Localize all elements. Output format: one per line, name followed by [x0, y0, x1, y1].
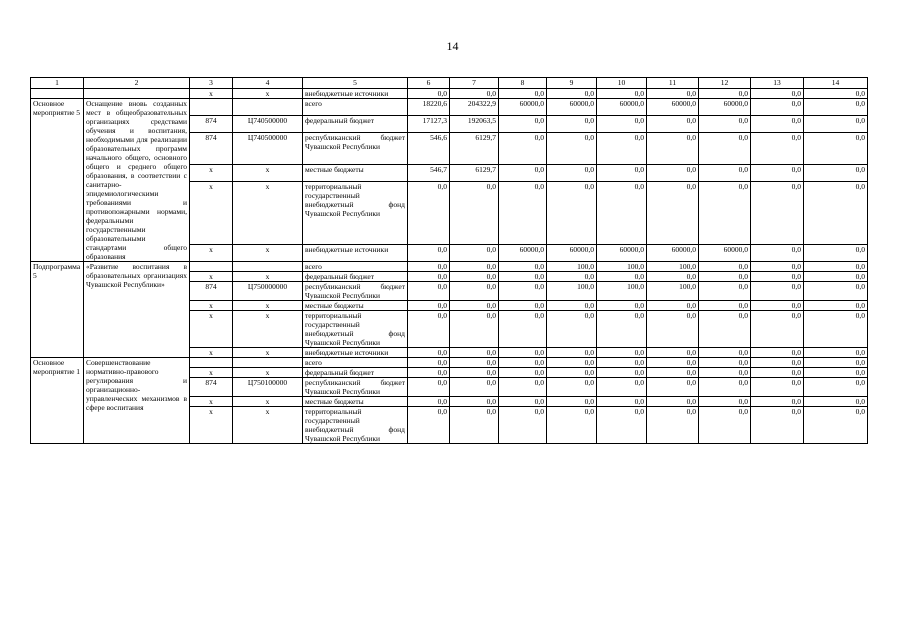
amount-cell: 0,0 — [751, 407, 804, 444]
amount-cell: 0,0 — [647, 165, 699, 182]
amount-cell: 0,0 — [751, 378, 804, 397]
funding-source-cell: территориальный государственный внебюджетный фонд Чувашской Республики — [303, 407, 408, 444]
amount-cell: 0,0 — [597, 311, 647, 348]
amount-cell: 0,0 — [499, 262, 547, 272]
amount-cell: 100,0 — [647, 262, 699, 272]
amount-cell: 0,0 — [751, 282, 804, 301]
target-code-cell — [233, 358, 303, 368]
amount-cell: 0,0 — [408, 272, 450, 282]
amount-cell: 0,0 — [751, 368, 804, 378]
funding-source-cell: всего — [303, 358, 408, 368]
amount-cell: 0,0 — [751, 397, 804, 407]
amount-cell: 60000,0 — [547, 99, 597, 116]
amount-cell: 0,0 — [408, 244, 450, 261]
amount-cell: 0,0 — [450, 282, 499, 301]
amount-cell: 0,0 — [699, 301, 751, 311]
amount-cell: 0,0 — [804, 301, 868, 311]
amount-cell: 17127,3 — [408, 115, 450, 132]
amount-cell: 0,0 — [804, 182, 868, 245]
funding-source-cell: республиканский бюджет Чувашской Республики — [303, 132, 408, 164]
column-header: 7 — [450, 78, 499, 89]
amount-cell: 0,0 — [804, 244, 868, 261]
amount-cell: 0,0 — [647, 311, 699, 348]
amount-cell: 0,0 — [450, 182, 499, 245]
column-header: 8 — [499, 78, 547, 89]
amount-cell: 60000,0 — [699, 244, 751, 261]
amount-cell: 60000,0 — [699, 99, 751, 116]
amount-cell: 0,0 — [547, 407, 597, 444]
administrator-code-cell — [190, 99, 233, 116]
amount-cell: 0,0 — [647, 378, 699, 397]
amount-cell: 0,0 — [499, 378, 547, 397]
amount-cell: 0,0 — [751, 272, 804, 282]
amount-cell: 0,0 — [647, 368, 699, 378]
amount-cell: 0,0 — [804, 358, 868, 368]
amount-cell: 0,0 — [597, 115, 647, 132]
amount-cell: 0,0 — [408, 368, 450, 378]
target-code-cell: x — [233, 272, 303, 282]
amount-cell: 0,0 — [597, 368, 647, 378]
amount-cell: 0,0 — [408, 282, 450, 301]
amount-cell: 0,0 — [499, 358, 547, 368]
amount-cell: 0,0 — [751, 311, 804, 348]
amount-cell: 0,0 — [804, 165, 868, 182]
amount-cell: 6129,7 — [450, 165, 499, 182]
amount-cell: 0,0 — [499, 301, 547, 311]
column-header: 12 — [699, 78, 751, 89]
amount-cell: 0,0 — [699, 132, 751, 164]
amount-cell: 0,0 — [597, 397, 647, 407]
funding-source-cell: местные бюджеты — [303, 301, 408, 311]
amount-cell: 0,0 — [597, 358, 647, 368]
target-code-cell: Ц750000000 — [233, 282, 303, 301]
amount-cell: 0,0 — [804, 132, 868, 164]
amount-cell: 0,0 — [450, 407, 499, 444]
column-header: 6 — [408, 78, 450, 89]
activity-type-cell: Основное мероприятие 5 — [31, 99, 84, 262]
amount-cell: 0,0 — [547, 358, 597, 368]
amount-cell: 0,0 — [699, 89, 751, 99]
amount-cell: 0,0 — [547, 115, 597, 132]
amount-cell: 0,0 — [804, 89, 868, 99]
amount-cell: 0,0 — [647, 272, 699, 282]
amount-cell: 0,0 — [499, 165, 547, 182]
amount-cell: 0,0 — [499, 407, 547, 444]
target-code-cell: x — [233, 301, 303, 311]
funding-source-cell: местные бюджеты — [303, 165, 408, 182]
amount-cell: 0,0 — [408, 89, 450, 99]
administrator-code-cell — [190, 358, 233, 368]
target-code-cell: Ц740500000 — [233, 132, 303, 164]
amount-cell: 0,0 — [751, 99, 804, 116]
amount-cell: 0,0 — [499, 368, 547, 378]
amount-cell: 60000,0 — [499, 244, 547, 261]
amount-cell: 0,0 — [408, 378, 450, 397]
column-header: 4 — [233, 78, 303, 89]
amount-cell: 0,0 — [699, 407, 751, 444]
amount-cell: 0,0 — [699, 115, 751, 132]
amount-cell: 0,0 — [751, 262, 804, 272]
target-code-cell: x — [233, 407, 303, 444]
amount-cell: 0,0 — [597, 89, 647, 99]
amount-cell: 0,0 — [699, 272, 751, 282]
amount-cell: 0,0 — [408, 262, 450, 272]
amount-cell: 0,0 — [597, 182, 647, 245]
amount-cell: 0,0 — [804, 348, 868, 358]
amount-cell: 0,0 — [547, 368, 597, 378]
administrator-code-cell: x — [190, 165, 233, 182]
amount-cell: 0,0 — [450, 301, 499, 311]
amount-cell: 0,0 — [804, 115, 868, 132]
amount-cell: 0,0 — [547, 348, 597, 358]
amount-cell: 0,0 — [450, 262, 499, 272]
funding-source-cell: всего — [303, 262, 408, 272]
amount-cell: 0,0 — [408, 358, 450, 368]
administrator-code-cell: x — [190, 301, 233, 311]
amount-cell: 0,0 — [804, 262, 868, 272]
amount-cell: 0,0 — [647, 89, 699, 99]
amount-cell: 0,0 — [699, 397, 751, 407]
amount-cell: 0,0 — [408, 397, 450, 407]
target-code-cell: x — [233, 368, 303, 378]
amount-cell: 0,0 — [647, 301, 699, 311]
activity-name-cell: «Развитие воспитания в образовательных организациях Чувашской Республики» — [84, 262, 190, 358]
amount-cell: 18220,6 — [408, 99, 450, 116]
amount-cell: 0,0 — [751, 132, 804, 164]
administrator-code-cell: 874 — [190, 378, 233, 397]
activity-type-cell: Основное мероприятие 1 — [31, 358, 84, 444]
column-header: 13 — [751, 78, 804, 89]
amount-cell: 0,0 — [699, 182, 751, 245]
amount-cell: 0,0 — [804, 272, 868, 282]
column-header: 1 — [31, 78, 84, 89]
funding-source-cell: территориальный государственный внебюджетный фонд Чувашской Республики — [303, 311, 408, 348]
amount-cell: 0,0 — [499, 182, 547, 245]
amount-cell: 0,0 — [499, 397, 547, 407]
administrator-code-cell — [190, 262, 233, 272]
amount-cell: 0,0 — [408, 407, 450, 444]
funding-source-cell: территориальный государственный внебюджетный фонд Чувашской Республики — [303, 182, 408, 245]
amount-cell: 0,0 — [499, 272, 547, 282]
funding-source-cell: всего — [303, 99, 408, 116]
amount-cell: 0,0 — [450, 348, 499, 358]
amount-cell: 0,0 — [597, 407, 647, 444]
amount-cell: 0,0 — [450, 358, 499, 368]
amount-cell: 0,0 — [450, 368, 499, 378]
amount-cell: 0,0 — [450, 378, 499, 397]
amount-cell: 0,0 — [450, 397, 499, 407]
amount-cell: 0,0 — [547, 132, 597, 164]
amount-cell: 0,0 — [408, 182, 450, 245]
amount-cell: 60000,0 — [499, 99, 547, 116]
page-number: 14 — [446, 39, 459, 53]
amount-cell: 0,0 — [547, 165, 597, 182]
amount-cell: 100,0 — [547, 262, 597, 272]
amount-cell: 60000,0 — [547, 244, 597, 261]
amount-cell: 0,0 — [699, 165, 751, 182]
column-header: 14 — [804, 78, 868, 89]
amount-cell: 192063,5 — [450, 115, 499, 132]
budget-table — [30, 77, 868, 444]
amount-cell: 0,0 — [499, 132, 547, 164]
funding-source-cell: федеральный бюджет — [303, 115, 408, 132]
funding-source-cell: внебюджетные источники — [303, 244, 408, 261]
amount-cell: 0,0 — [804, 397, 868, 407]
activity-name-cell: Оснащение вновь созданных мест в общеобразовательных организациях средствами обучения и воспитания, необходимыми для реализации образовательных программ начального общего, основного общего и среднего общего образования, в соответствии с санитарно-эпидемиологическими требованиями и противопожарными нормами, федеральными государственными образовательными стандартами общего образования — [84, 99, 190, 262]
amount-cell: 0,0 — [699, 262, 751, 272]
amount-cell: 0,0 — [804, 99, 868, 116]
amount-cell: 0,0 — [699, 348, 751, 358]
amount-cell: 0,0 — [597, 272, 647, 282]
table-row — [31, 99, 868, 116]
administrator-code-cell: x — [190, 311, 233, 348]
administrator-code-cell: x — [190, 397, 233, 407]
amount-cell: 0,0 — [499, 282, 547, 301]
amount-cell: 0,0 — [804, 368, 868, 378]
amount-cell: 60000,0 — [597, 244, 647, 261]
amount-cell: 0,0 — [699, 282, 751, 301]
amount-cell: 0,0 — [647, 348, 699, 358]
amount-cell: 0,0 — [547, 89, 597, 99]
amount-cell: 546,6 — [408, 132, 450, 164]
target-code-cell: x — [233, 182, 303, 245]
activity-name-cell: Совершенствование нормативно-правового регулирования и организационно-управленческих механизмов в сфере воспитания — [84, 358, 190, 444]
amount-cell: 0,0 — [547, 272, 597, 282]
target-code-cell: Ц740500000 — [233, 115, 303, 132]
amount-cell: 0,0 — [647, 397, 699, 407]
amount-cell: 0,0 — [751, 358, 804, 368]
amount-cell: 0,0 — [499, 348, 547, 358]
amount-cell: 0,0 — [647, 132, 699, 164]
amount-cell: 100,0 — [647, 282, 699, 301]
target-code-cell: x — [233, 244, 303, 261]
amount-cell: 0,0 — [751, 182, 804, 245]
amount-cell: 0,0 — [699, 378, 751, 397]
amount-cell: 0,0 — [751, 301, 804, 311]
target-code-cell — [233, 262, 303, 272]
amount-cell: 0,0 — [547, 397, 597, 407]
target-code-cell: x — [233, 348, 303, 358]
funding-source-cell: республиканский бюджет Чувашской Республики — [303, 282, 408, 301]
amount-cell: 0,0 — [450, 89, 499, 99]
amount-cell: 0,0 — [804, 282, 868, 301]
amount-cell: 60000,0 — [597, 99, 647, 116]
amount-cell: 0,0 — [751, 244, 804, 261]
target-code-cell: x — [233, 165, 303, 182]
header-row — [31, 78, 868, 89]
target-code-cell: x — [233, 397, 303, 407]
amount-cell: 0,0 — [547, 182, 597, 245]
administrator-code-cell: 874 — [190, 132, 233, 164]
amount-cell: 0,0 — [547, 378, 597, 397]
column-header: 10 — [597, 78, 647, 89]
amount-cell: 0,0 — [751, 89, 804, 99]
column-header: 3 — [190, 78, 233, 89]
administrator-code-cell: x — [190, 348, 233, 358]
amount-cell: 0,0 — [597, 301, 647, 311]
amount-cell: 0,0 — [499, 115, 547, 132]
target-code-cell: x — [233, 311, 303, 348]
amount-cell: 0,0 — [547, 311, 597, 348]
funding-source-cell: местные бюджеты — [303, 397, 408, 407]
amount-cell: 204322,9 — [450, 99, 499, 116]
activity-type-cell: Подпрограмма 5 — [31, 262, 84, 358]
target-code-cell — [233, 99, 303, 116]
funding-source-cell: внебюджетные источники — [303, 89, 408, 99]
amount-cell: 0,0 — [450, 311, 499, 348]
administrator-code-cell: x — [190, 182, 233, 245]
amount-cell: 0,0 — [450, 272, 499, 282]
amount-cell: 60000,0 — [647, 99, 699, 116]
amount-cell: 0,0 — [647, 358, 699, 368]
amount-cell: 0,0 — [804, 407, 868, 444]
target-code-cell: x — [233, 89, 303, 99]
amount-cell: 0,0 — [699, 311, 751, 348]
funding-source-cell: федеральный бюджет — [303, 272, 408, 282]
table-row — [31, 358, 868, 368]
amount-cell: 0,0 — [597, 378, 647, 397]
amount-cell: 0,0 — [804, 378, 868, 397]
administrator-code-cell: 874 — [190, 115, 233, 132]
amount-cell: 0,0 — [751, 165, 804, 182]
amount-cell: 0,0 — [751, 348, 804, 358]
column-header: 5 — [303, 78, 408, 89]
target-code-cell: Ц750100000 — [233, 378, 303, 397]
administrator-code-cell: x — [190, 89, 233, 99]
administrator-code-cell: x — [190, 272, 233, 282]
funding-source-cell: внебюджетные источники — [303, 348, 408, 358]
column-header: 2 — [84, 78, 190, 89]
amount-cell: 100,0 — [547, 282, 597, 301]
column-header: 11 — [647, 78, 699, 89]
amount-cell: 100,0 — [597, 282, 647, 301]
administrator-code-cell: x — [190, 368, 233, 378]
activity-name-cell — [84, 89, 190, 99]
amount-cell: 0,0 — [597, 132, 647, 164]
administrator-code-cell: x — [190, 407, 233, 444]
amount-cell: 0,0 — [547, 301, 597, 311]
administrator-code-cell: 874 — [190, 282, 233, 301]
column-header: 9 — [547, 78, 597, 89]
amount-cell: 0,0 — [804, 311, 868, 348]
amount-cell: 0,0 — [699, 358, 751, 368]
funding-source-cell: федеральный бюджет — [303, 368, 408, 378]
amount-cell: 0,0 — [408, 301, 450, 311]
amount-cell: 0,0 — [450, 244, 499, 261]
amount-cell: 100,0 — [597, 262, 647, 272]
funding-source-cell: республиканский бюджет Чувашской Республики — [303, 378, 408, 397]
amount-cell: 60000,0 — [647, 244, 699, 261]
amount-cell: 0,0 — [408, 348, 450, 358]
amount-cell: 0,0 — [647, 407, 699, 444]
amount-cell: 0,0 — [751, 115, 804, 132]
amount-cell: 0,0 — [597, 348, 647, 358]
amount-cell: 6129,7 — [450, 132, 499, 164]
amount-cell: 546,7 — [408, 165, 450, 182]
amount-cell: 0,0 — [647, 182, 699, 245]
amount-cell: 0,0 — [499, 311, 547, 348]
administrator-code-cell: x — [190, 244, 233, 261]
amount-cell: 0,0 — [408, 311, 450, 348]
amount-cell: 0,0 — [597, 165, 647, 182]
activity-type-cell — [31, 89, 84, 99]
table-row — [31, 89, 868, 99]
amount-cell: 0,0 — [499, 89, 547, 99]
amount-cell: 0,0 — [647, 115, 699, 132]
amount-cell: 0,0 — [699, 368, 751, 378]
table-row — [31, 262, 868, 272]
